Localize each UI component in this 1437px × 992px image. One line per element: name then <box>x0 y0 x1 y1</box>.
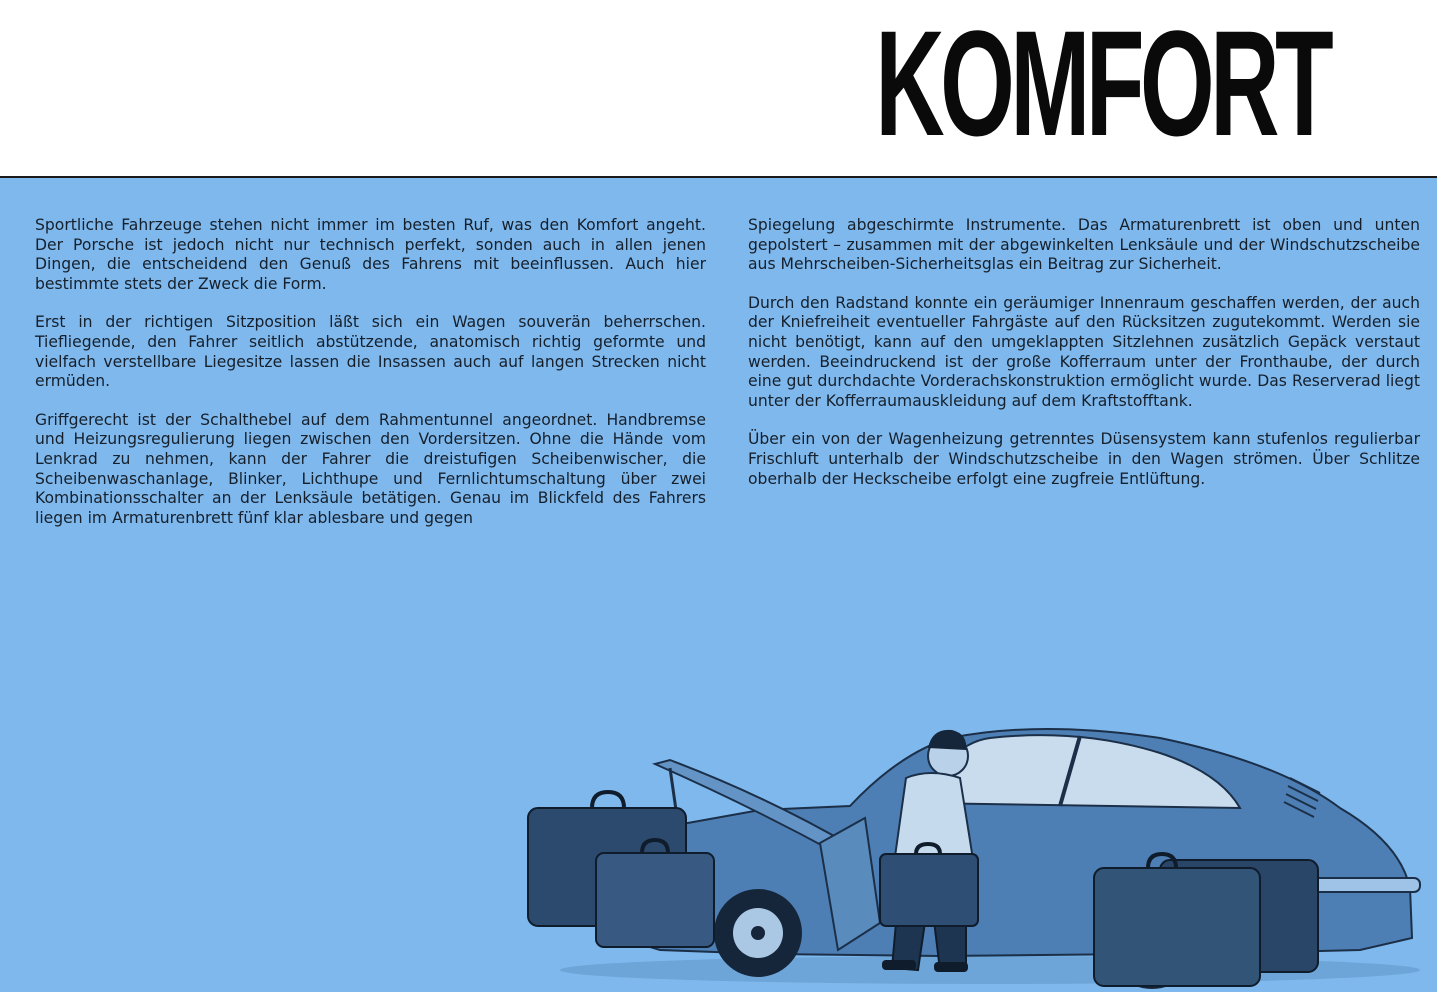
rear-bumper <box>1310 878 1420 892</box>
suitcase-small-left <box>596 853 714 947</box>
suitcase-carried <box>880 854 978 926</box>
car-luggage-photo <box>520 578 1437 992</box>
paragraph: Über ein von der Wagenheizung getrenntes Düsensystem kann stufenlos regulierbar Frischluft unterhalb der Windschutzscheibe in den Wagen strömen. Über Schlitze oberhalb der Heckscheibe erfolgt eine zugfreie Entlüftung. <box>748 430 1420 488</box>
blue-panel <box>0 178 1437 992</box>
paragraph: Griffgerecht ist der Schalthebel auf dem Rahmentunnel angeordnet. Handbremse und Heizungsregulierung liegen zwischen den Vordersitzen. Ohne die Hände vom Lenkrad zu nehmen, kann der Fahrer die dreistufigen Scheibenwischer, die Scheibenwaschanlage, Blinker, Lichthupe und Fernlichtumschaltung über zwei Kombinationsschalter an der Lenksäule betätigen. Genau im Blickfeld des Fahrers liegen im Armaturenbrett fünf klar ablesbare und gegen <box>35 410 706 527</box>
right-text-column <box>748 216 1420 508</box>
paragraph: Erst in der richtigen Sitzposition läßt sich ein Wagen souverän beherrschen. Tiefliegende, den Fahrer seitlich abstützende, anatomisch richtig geformte und vielfach verstellbare Liegesitze lassen die Insassen auch auf langen Strecken nicht ermüden. <box>35 313 706 391</box>
paragraph: Durch den Radstand konnte ein geräumiger Innenraum geschaffen werden, der auch der Kniefreiheit eventueller Fahrgäste auf den Rücksitzen zugutekommt. Werden sie nicht benötigt, kann auf den umgeklappten Sitzlehnen zusätzlich Gepäck verstaut werden. Beeindruckend ist der große Kofferraum unter der Fronthaube, der durch eine gut durchdachte Vorderachskonstruktion ermöglicht wurde. Das Reserverad liegt unter der Kofferraumauskleidung auf dem Kraftstofftank. <box>748 293 1420 410</box>
page-header <box>0 0 1437 177</box>
left-text-column <box>35 216 706 547</box>
front-wheel <box>714 889 802 977</box>
suitcase-handle <box>592 792 624 808</box>
page-title: KOMFORT <box>875 0 1329 167</box>
paragraph: Sportliche Fahrzeuge stehen nicht immer im besten Ruf, was den Komfort angeht. Der Porsche ist jedoch nicht nur technisch perfekt, sonden auch in allen jenen Dingen, die entscheidend den Genuß des Fahrens mit beeinflussen. Auch hier bestimmte stets der Zweck die Form. <box>35 216 706 293</box>
suitcase-front-right <box>1094 868 1260 986</box>
paragraph: Spiegelung abgeschirmte Instrumente. Das Armaturenbrett ist oben und unten gepolstert – zusammen mit der abgewinkelten Lenksäule und der Windschutzscheibe aus Mehrscheiben-Sicherheitsglas ein Beitrag zur Sicherheit. <box>748 216 1420 274</box>
